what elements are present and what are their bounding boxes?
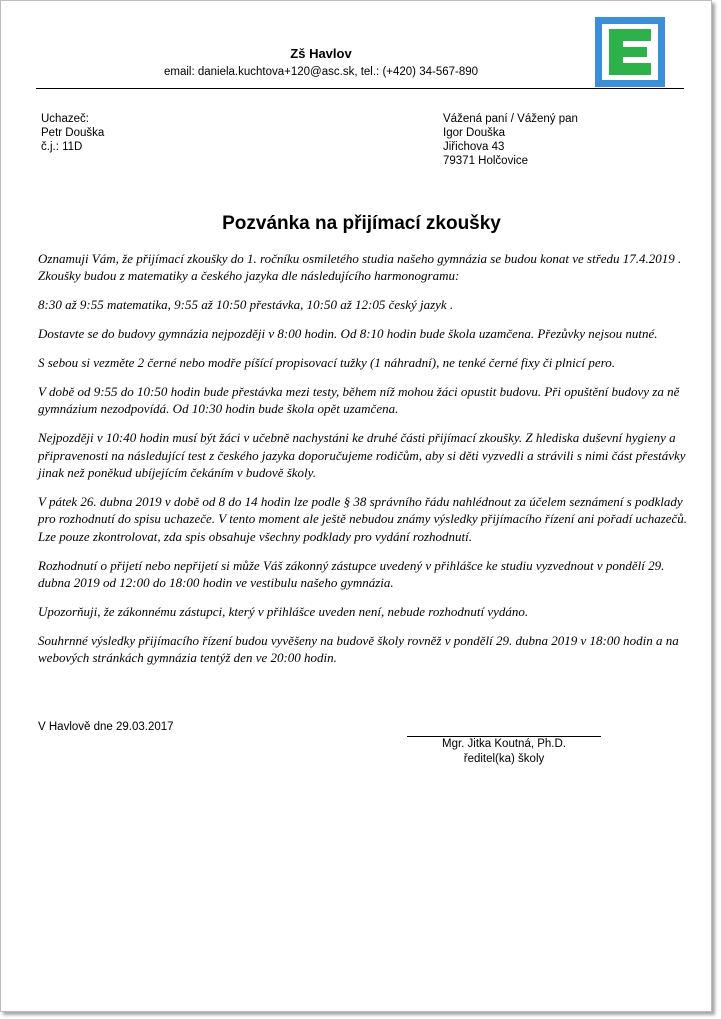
applicant-label: Uchazeč: bbox=[41, 113, 89, 125]
letter-title: Pozvánka na přijímací zkoušky bbox=[222, 213, 501, 234]
body-paragraph: Dostavte se do budovy gymnázia nejpozději v 8:00 hodin. Od 8:10 hodin bude škola uzamčena. Přezůvky nejsou nutné. bbox=[38, 326, 658, 342]
school-name: Zš Havlov bbox=[290, 46, 352, 61]
recipient-name: Igor Douška bbox=[443, 127, 506, 139]
school-contact: email: daniela.kuchtova+120@asc.sk, tel.: (+420) 34-567-890 bbox=[163, 66, 479, 78]
recipient-address-block bbox=[443, 112, 578, 168]
body-paragraph: Oznamuji Vám, že přijímací zkoušky do 1. ročníku osmiletého studia našeho gymnázia se budou konat ve středu 17.4.2019 . Zkoušky budou z matematiky a českého jazyka dle následujícího harmonogramu: bbox=[38, 251, 682, 284]
header-divider bbox=[36, 88, 684, 89]
applicant-name: Petr Douška bbox=[41, 127, 105, 139]
body-paragraph: V době od 9:55 do 10:50 hodin bude přestávka mezi testy, během níž mohou žáci opustit budovu. Při opuštění budovy za ně gymnázium nezodpovídá. Od 10:30 hodin bude škola opět uzamčena. bbox=[38, 384, 680, 417]
place-and-date: V Havlově dne 29.03.2017 bbox=[38, 721, 174, 733]
body-paragraph: Nejpozději v 10:40 hodin musí být žáci v učebně nachystáni ke druhé části přijímací zkoušky. Z hlediska duševní hygieny a připravenosti na následující test z českého jazyka doporučujeme rodičům, aby si děti vyzvedli a strávili s nimi část přestávky jinak než poněkud ubíjejícím čekáním v budově školy. bbox=[38, 430, 686, 481]
body-paragraph: V pátek 26. dubna 2019 v době od 8 do 14 hodin lze podle § 38 správního řádu nahlédnout za účelem seznámení s podklady pro rozhodnutí do spisu uchazeče. V tento moment ale ještě nebudou známy výsledky přijímacího řízení ani pořadí uchazečů. Lze pouze zkontrolovat, zda spis obsahuje všechny podklady pro vydání rozhodnutí. bbox=[38, 494, 688, 544]
recipient-city: 79371 Holčovice bbox=[443, 155, 529, 167]
recipient-salutation: Vážená paní / Vážený pan bbox=[443, 113, 578, 125]
body-paragraph: Upozorňuji, že zákonnému zástupci, který v přihlášce uveden není, nebude rozhodnutí vydáno. bbox=[38, 604, 529, 620]
signatory-role: ředitel(ka) školy bbox=[463, 753, 545, 765]
body-paragraph: Rozhodnutí o přijetí nebo nepřijetí si může Váš zákonný zástupce uvedený v přihlášce ke studiu vyzvednout v pondělí 29. dubna 2019 od 12:00 do 18:00 hodin ve vestibulu našeho gymnázia. bbox=[38, 557, 665, 591]
body-paragraph: S sebou si vezměte 2 černé nebo modře píšící propisovací tužky (1 náhradní), ne tenké černé fixy či plnicí pero. bbox=[38, 355, 616, 371]
letter-body bbox=[38, 250, 688, 678]
applicant-ref-number: č.j.: 11D bbox=[41, 141, 83, 153]
signature-line bbox=[407, 736, 601, 737]
recipient-street: Jiřichova 43 bbox=[443, 141, 505, 153]
body-paragraph: Souhrnné výsledky přijímacího řízení budou vyvěšeny na budově školy rovněž v pondělí 29. dubna 2019 v 18:00 hodin a na webových stránkách gymnázia tentýž den ve 20:00 hodin. bbox=[38, 633, 679, 666]
applicant-block bbox=[41, 112, 104, 154]
body-paragraph: 8:30 až 9:55 matematika, 9:55 až 10:50 přestávka, 10:50 až 12:05 český jazyk . bbox=[38, 297, 454, 313]
signatory-name: Mgr. Jitka Koutná, Ph.D. bbox=[441, 738, 566, 750]
